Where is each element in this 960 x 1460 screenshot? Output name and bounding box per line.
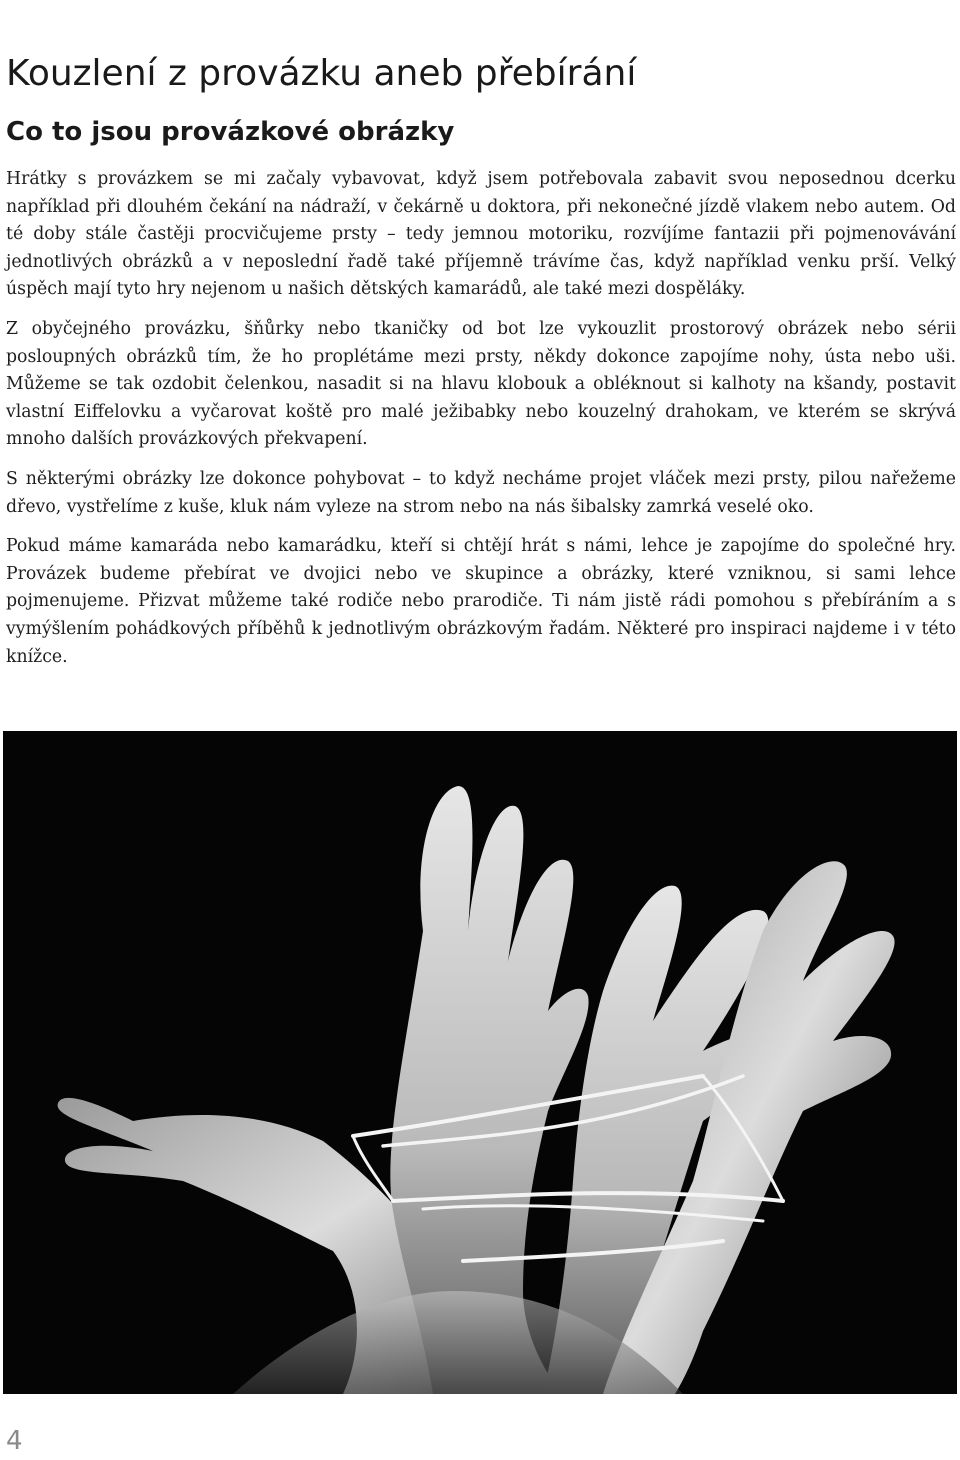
paragraph-3: S některými obrázky lze dokonce pohybovat – to když necháme projet vláček mezi prsty, pilou nařežeme dřevo, vystřelíme z kuše, kluk nám vyleze na strom nebo na nás šibalsky zamrká veselé oko.: [6, 468, 956, 517]
page-number: 4: [6, 1426, 23, 1456]
article-body: [6, 166, 956, 683]
paragraph-4: Pokud máme kamaráda nebo kamarádku, kteří si chtějí hrát s námi, lehce je zapojíme do společné hry. Provázek budeme přebírat ve dvojici nebo ve skupince a obrázky, které vzniknou, si sami lehce pojmenujeme. Přizvat můžeme také rodiče nebo prarodiče. Ti nám jistě rádi pomohou s přebíráním a s vymýšlením pohádkových příběhů k jednotlivým obrázkovým řadám. Některé pro inspiraci najdeme i v této knížce.: [6, 536, 956, 667]
section-title: Co to jsou provázkové obrázky: [6, 117, 455, 147]
paragraph-2: Z obyčejného provázku, šňůrky nebo tkaničky od bot lze vykouzlit prostorový obrázek nebo sérii posloupných obrázků tím, že ho proplétáme mezi prsty, někdy dokonce zapojíme nohy, ústa nebo uši. Můžeme se tak ozdobit čelenkou, nasadit si na hlavu klobouk a obléknout si kalhoty na kšandy, postavit vlastní Eiffelovku a vyčarovat koště pro malé ježibabky nebo kouzelný drahokam, ve kterém se skrývá mnoho dalších provázkových překvapení.: [6, 318, 956, 450]
page-title: Kouzlení z provázku aneb přebírání: [6, 53, 637, 94]
hands-string-photo: [3, 731, 957, 1394]
paragraph-1: Hrátky s provázkem se mi začaly vybavovat, když jsem potřebovala zabavit svou neposednou dcerku například při dlouhém čekání na nádraží, v čekárně u doktora, při nekonečné jízdě vlakem nebo autem. Od té doby stále častěji procvičujeme prsty – tedy jemnou motoriku, rozvíjíme fantazii při pojmenovávání jednotlivých obrázků a v neposlední řadě také příjemně trávíme čas, když například venku prší. Velký úspěch mají tyto hry nejenom u našich dětských kamarádů, ale také mezi dospěláky.: [6, 169, 956, 300]
